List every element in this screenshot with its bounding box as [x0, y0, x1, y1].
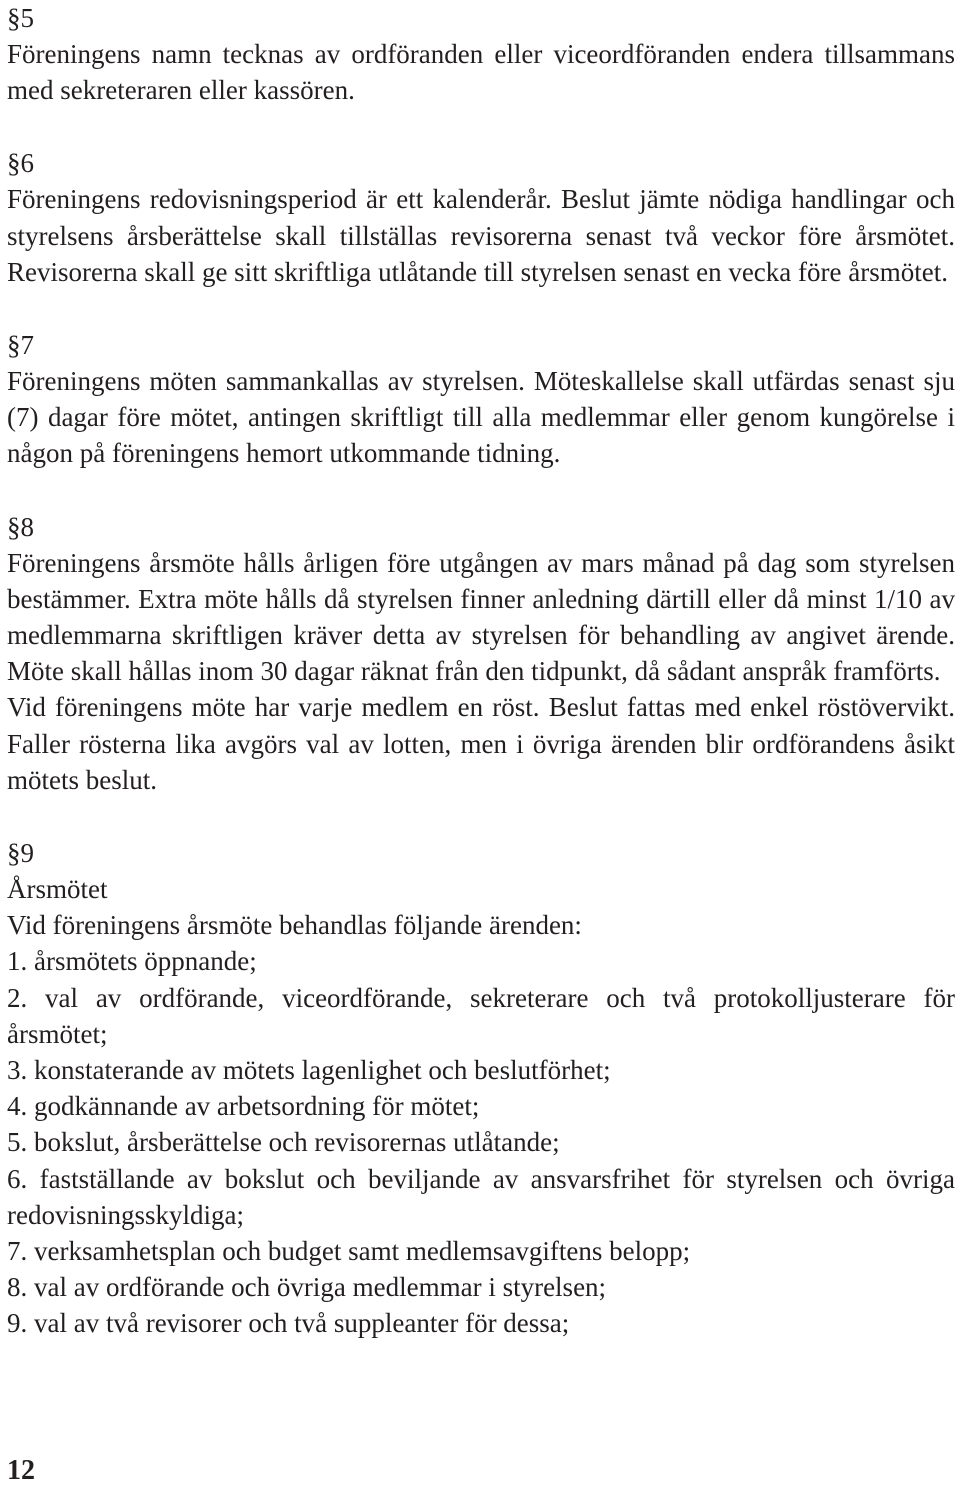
- section-paragraph: Föreningens namn tecknas av ordföranden eller viceordföranden endera tillsammans med sekreteraren eller kassören.: [7, 39, 955, 106]
- section-number: §7: [7, 330, 34, 361]
- list-item: 9. val av två revisorer och två suppleanter för dessa;: [7, 1308, 570, 1339]
- section-5: [7, 0, 955, 108]
- document-page: [7, 0, 955, 1342]
- section-intro: Vid föreningens årsmöte behandlas följande ärenden:: [7, 910, 582, 941]
- list-item: 1. årsmötets öppnande;: [7, 946, 257, 977]
- list-item: 8. val av ordförande och övriga medlemmar i styrelsen;: [7, 1272, 607, 1303]
- list-item: 5. bokslut, årsberättelse och revisorernas utlåtande;: [7, 1127, 560, 1158]
- section-paragraph: Vid föreningens möte har varje medlem en röst. Beslut fattas med enkel röstövervikt. Faller rösterna lika avgörs val av lotten, men i övriga ärenden blir ordförandens åsikt mötets beslut.: [7, 692, 955, 795]
- list-item: 4. godkännande av arbetsordning för mötet;: [7, 1091, 480, 1122]
- list-item: 3. konstaterande av mötets lagenlighet och beslutförhet;: [7, 1055, 611, 1086]
- page-number: 12: [7, 1455, 35, 1486]
- section-number: §6: [7, 148, 34, 179]
- section-heading: Årsmötet: [7, 874, 108, 905]
- agenda-list: [7, 943, 955, 1341]
- section-8: [7, 509, 955, 798]
- section-9: [7, 835, 955, 1342]
- list-item: 6. fastställande av bokslut och beviljande av ansvarsfrihet för styrelsen och övriga redovisningsskyldiga;: [7, 1163, 955, 1230]
- section-number: §5: [7, 3, 34, 33]
- list-item: 2. val av ordförande, viceordförande, sekreterare och två protokolljusterare för årsmötet;: [7, 982, 955, 1049]
- section-paragraph: Föreningens möten sammankallas av styrelsen. Möteskallelse skall utfärdas senast sju (7) dagar före mötet, antingen skriftligt till alla medlemmar eller genom kungörelse i någon på föreningens hemort utkommande tidning.: [7, 366, 955, 469]
- section-7: [7, 327, 955, 472]
- list-item: 7. verksamhetsplan och budget samt medlemsavgiftens belopp;: [7, 1236, 691, 1267]
- section-paragraph: Föreningens årsmöte hålls årligen före utgången av mars månad på dag som styrelsen bestämmer. Extra möte hålls då styrelsen finner anledning därtill eller då minst 1/10 av medlemmarna skriftligen kräver detta av styrelsen för behandling av angivet ärende. Möte skall hållas inom 30 dagar räknat från den tidpunkt, då sådant anspråk framförts.: [7, 547, 955, 687]
- section-6: [7, 145, 955, 290]
- section-number: §8: [7, 511, 34, 542]
- section-paragraph: Föreningens redovisningsperiod är ett kalenderår. Beslut jämte nödiga handlingar och styrelsens årsberättelse skall tillställas revisorerna senast två veckor före årsmötet. Revisorerna skall ge sitt skriftliga utlåtande till styrelsen senast en vecka före årsmötet.: [7, 184, 955, 287]
- section-number: §9: [7, 838, 34, 869]
